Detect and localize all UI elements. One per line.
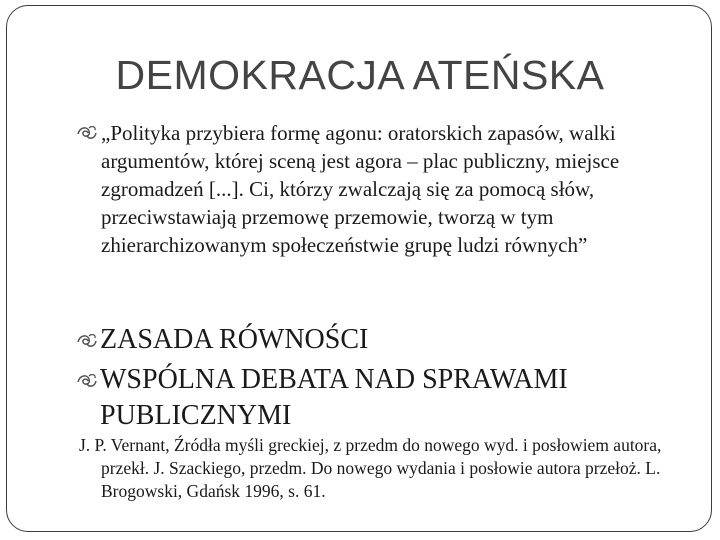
bullet-wspolna-debata	[76, 362, 696, 434]
bullet-quote	[76, 119, 696, 259]
decorative-curl-bullet-icon	[76, 124, 98, 142]
citation	[79, 434, 689, 503]
decorative-curl-bullet-icon	[76, 372, 98, 390]
citation-text: J. P. Vernant, Źródła myśli greckiej, z przedm do nowego wyd. i posłowiem autora, przekł. J. Szackiego, przedm. Do nowego wydania i posłowie autora przełoż. L. Brogowski, Gdańsk 1996, s. 61.	[79, 435, 662, 501]
bullet-debata-text: WSPÓLNA DEBATA NAD SPRAWAMI PUBLICZNYMI	[100, 364, 568, 431]
decorative-curl-bullet-icon	[76, 332, 98, 350]
slide-title: DEMOKRACJA ATEŃSKA	[115, 52, 605, 98]
bullet-zasada-text: ZASADA RÓWNOŚCI	[100, 324, 369, 355]
bullet-zasada-rownosci	[76, 322, 696, 358]
bullet-quote-text: „Polityka przybiera formę agonu: oratorskich zapasów, walki argumentów, której sceną jest agora – plac publiczny, miejsce zgromadzeń [...]. Ci, którzy zwalczają się za pomocą słów, przeciwstawiają przemowę przemowie, tworzą w tym zhierarchizowanym społeczeństwie grupę ludzi równych”	[101, 121, 620, 257]
